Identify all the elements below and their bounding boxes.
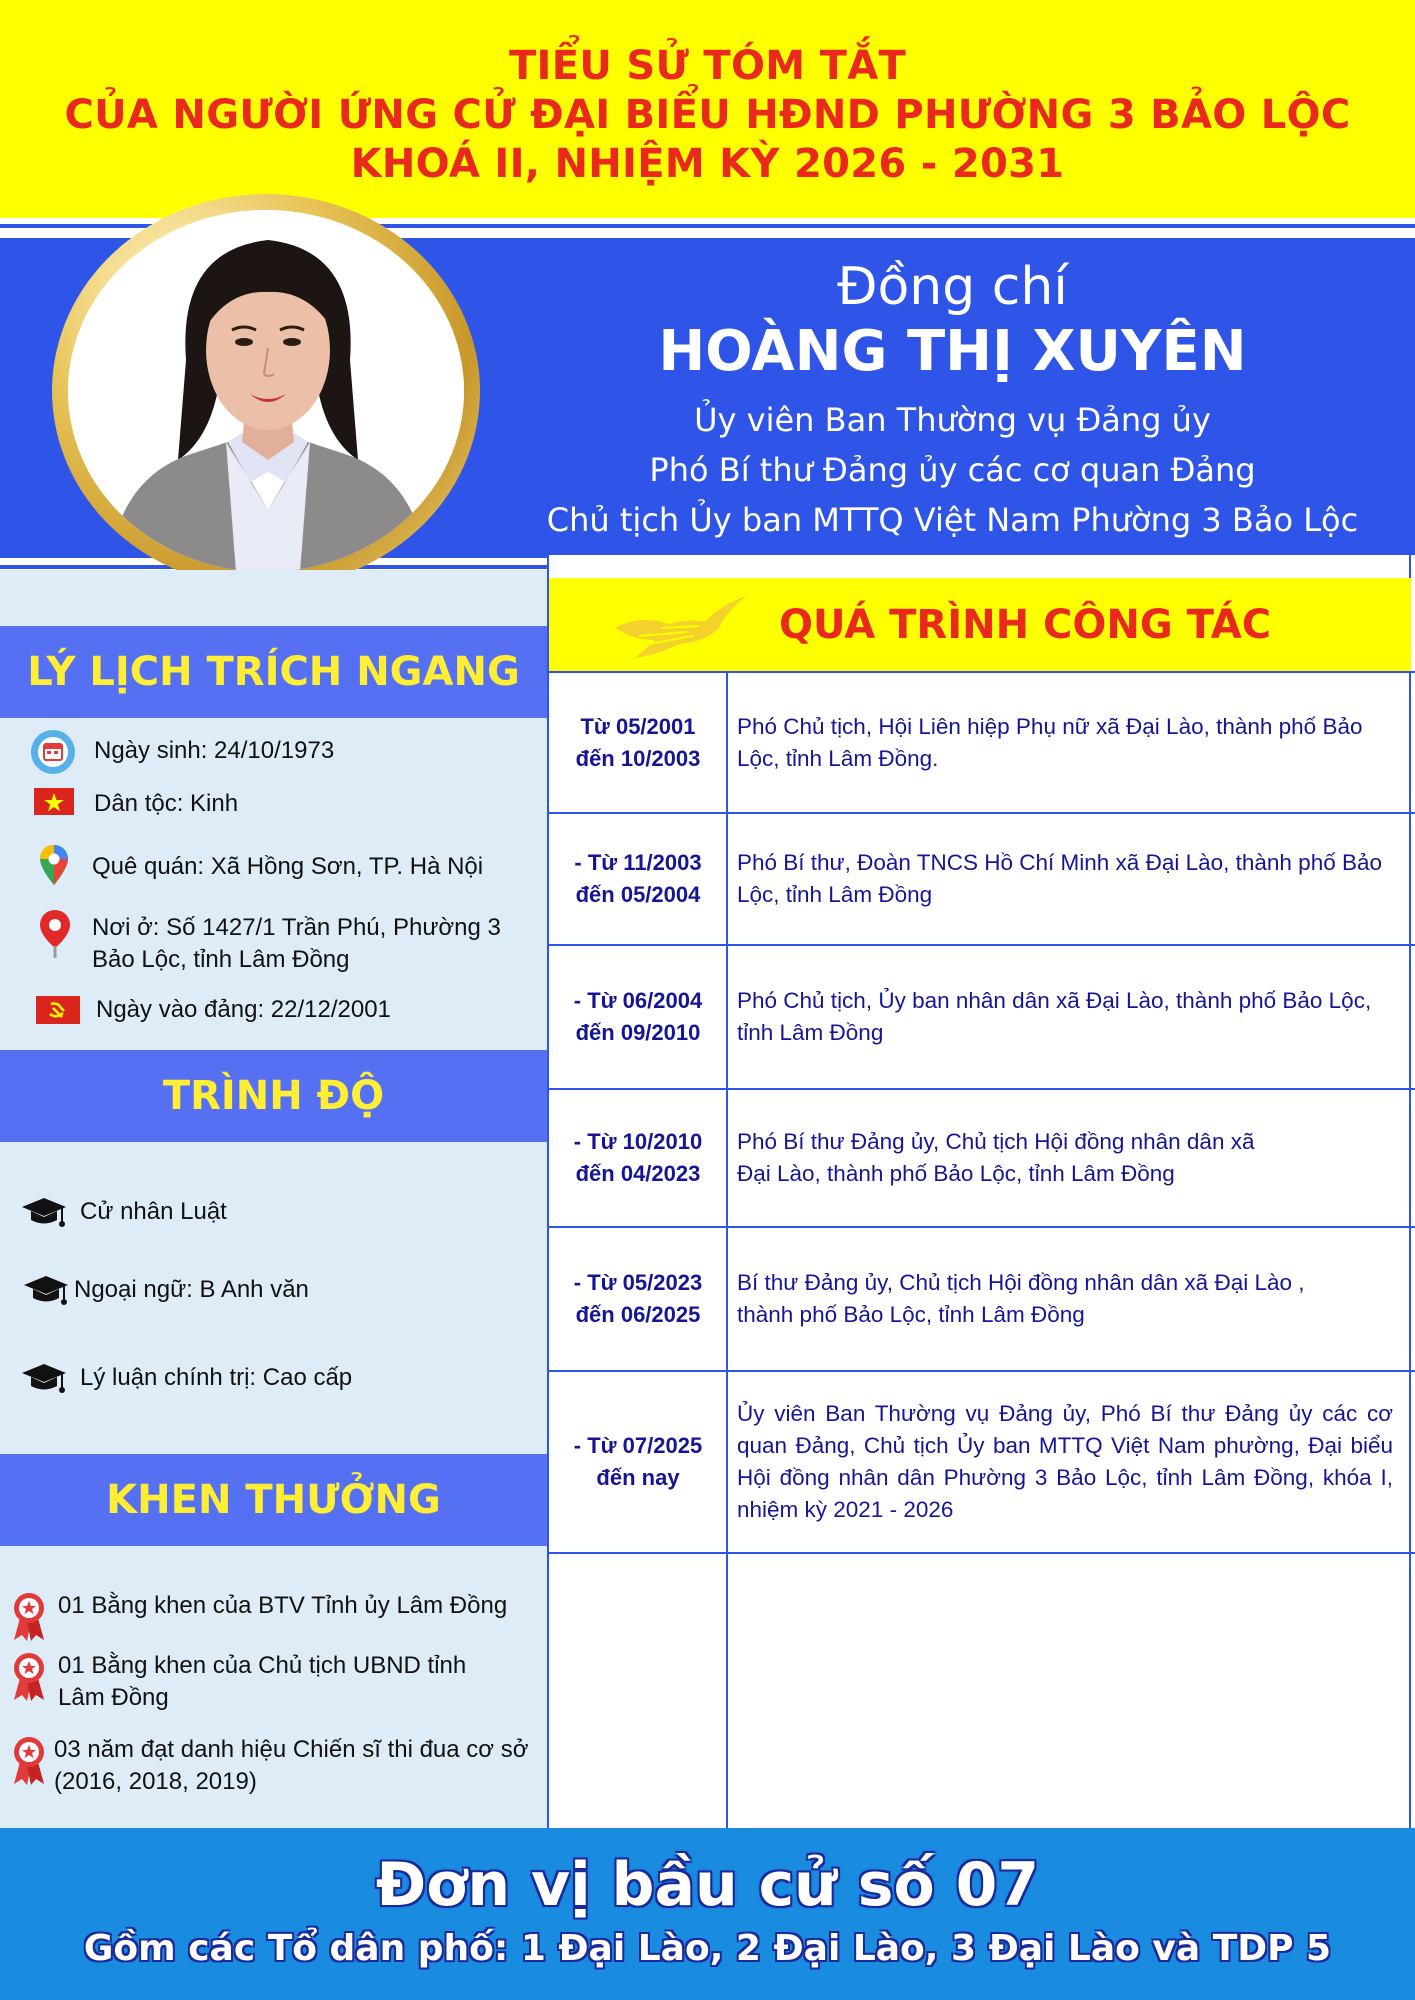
education-item-text: Ngoại ngữ: B Anh văn [74, 1276, 309, 1303]
awards-section-title: KHEN THƯỞNG [0, 1454, 547, 1546]
career-row [549, 814, 1411, 944]
bio-item-text: Nơi ở: Số 1427/1 Trần Phú, Phường 3 Bảo Lộc, tỉnh Lâm Đồng [92, 914, 501, 973]
bio-item-residence [38, 908, 518, 976]
career-row-empty [549, 1554, 1411, 1828]
calendar-icon [30, 729, 76, 784]
portrait-frame [52, 194, 480, 588]
candidate-role: Chủ tịch Ủy ban MTTQ Việt Nam Phường 3 Bảo Lộc [546, 501, 1359, 539]
career-row [549, 1090, 1411, 1226]
award-item-text: 01 Bằng khen của Chủ tịch UBND tỉnh Lâm Đồng [58, 1652, 467, 1711]
vietnam-flag-icon [34, 788, 74, 824]
party-flag-icon [36, 996, 80, 1033]
career-description: Ủy viên Ban Thường vụ Đảng ủy, Phó Bí thư Đảng ủy các cơ quan Đảng, Chủ tịch Ủy ban MTTQ Việt Nam phường, Đại biểu Hội đồng nhân dân Phường 3 Bảo Lộc, tỉnh Lâm Đồng, khóa I, nhiệm kỳ 2021 - 2026 [737, 1401, 1393, 1522]
medal-icon [12, 1590, 46, 1651]
header-title-line-2: CỦA NGƯỜI ỨNG CỬ ĐẠI BIỂU HĐND PHƯỜNG 3 BẢO LỘC [64, 92, 1351, 138]
career-description-cell [727, 1228, 1411, 1370]
medal-icon [12, 1650, 46, 1711]
career-period [549, 1554, 727, 1828]
period-end: đến 09/2010 [575, 1020, 701, 1045]
document-header [0, 0, 1415, 218]
career-description-cell [727, 814, 1411, 944]
bio-item-text: Dân tộc: Kinh [94, 790, 239, 817]
bio-section-title: LÝ LỊCH TRÍCH NGANG [0, 626, 547, 718]
bio-item-text: Quê quán: Xã Hồng Sơn, TP. Hà Nội [92, 853, 484, 880]
period-start: - Từ 07/2025 [573, 1433, 703, 1458]
candidate-salutation: Đồng chí [837, 257, 1068, 317]
medal-icon [12, 1734, 46, 1795]
career-description-cell [727, 1372, 1411, 1552]
career-period [549, 1090, 727, 1226]
period-end: đến nay [596, 1465, 680, 1490]
career-row [549, 1228, 1411, 1370]
education-item-text: Lý luận chính trị: Cao cấp [80, 1364, 353, 1391]
period-end: đến 04/2023 [575, 1161, 701, 1186]
award-item [12, 1650, 492, 1714]
bio-item-party-date [36, 996, 391, 1033]
award-item [12, 1734, 542, 1798]
career-period [549, 1228, 727, 1370]
career-description: Phó Bí thư, Đoàn TNCS Hồ Chí Minh xã Đại Lào, thành phố Bảo Lộc, tỉnh Lâm Đồng [737, 850, 1383, 907]
award-item [12, 1590, 532, 1651]
career-row [549, 673, 1411, 812]
period-start: - Từ 06/2004 [573, 988, 703, 1013]
candidate-role: Ủy viên Ban Thường vụ Đảng ủy [694, 401, 1211, 439]
career-description: Phó Bí thư Đảng ủy, Chủ tịch Hội đồng nhân dân xã Đại Lào, thành phố Bảo Lộc, tỉnh Lâm Đồng [737, 1129, 1255, 1186]
bio-item-ethnicity [34, 788, 238, 824]
graduation-cap-icon [22, 1274, 70, 1317]
constituency-title: Đơn vị bầu cử số 07 [375, 1850, 1040, 1920]
career-section-header [549, 578, 1411, 672]
career-section-title: QUÁ TRÌNH CÔNG TÁC [779, 602, 1272, 648]
header-title-line-3: KHOÁ II, NHIỆM KỲ 2026 - 2031 [350, 141, 1065, 187]
lac-bird-icon [609, 588, 749, 667]
period-start: - Từ 05/2023 [573, 1270, 703, 1295]
career-row [549, 946, 1411, 1088]
career-description: Bí thư Đảng ủy, Chủ tịch Hội đồng nhân dân xã Đại Lào , thành phố Bảo Lộc, tỉnh Lâm Đồng [737, 1270, 1305, 1327]
period-start: Từ 05/2001 [580, 713, 696, 739]
bio-item-hometown [38, 843, 483, 896]
career-period [549, 673, 727, 812]
constituency-areas: Gồm các Tổ dân phố: 1 Đại Lào, 2 Đại Lào, 3 Đại Lào và TDP 5 [83, 1928, 1332, 1969]
career-description-cell [727, 1090, 1411, 1226]
bio-item-text: Ngày sinh: 24/10/1973 [94, 737, 335, 764]
portrait-photo [68, 210, 464, 572]
award-item-text: 03 năm đạt danh hiệu Chiến sĩ thi đua cơ sở (2016, 2018, 2019) [54, 1736, 529, 1795]
career-period [549, 946, 727, 1088]
career-description-cell [727, 1554, 1411, 1828]
location-pin-icon [38, 908, 72, 969]
bio-item-birthdate [30, 729, 334, 784]
career-description: Phó Chủ tịch, Ủy ban nhân dân xã Đại Lào, thành phố Bảo Lộc, tỉnh Lâm Đồng [737, 988, 1372, 1045]
map-pin-icon [38, 843, 70, 896]
graduation-cap-icon [20, 1196, 68, 1239]
career-row [549, 1372, 1411, 1552]
period-end: đến 05/2004 [575, 882, 701, 907]
graduation-cap-icon [20, 1362, 68, 1405]
education-item [20, 1196, 227, 1239]
header-title-line-1: TIỂU SỬ TÓM TẮT [508, 43, 907, 89]
candidate-profile [500, 255, 1405, 545]
career-description: Phó Chủ tịch, Hội Liên hiệp Phụ nữ xã Đại Lào, thành phố Bảo Lộc, tỉnh Lâm Đồng. [737, 713, 1363, 771]
period-end: đến 06/2025 [575, 1302, 701, 1327]
candidate-name: HOÀNG THỊ XUYÊN [658, 319, 1247, 384]
candidate-role: Phó Bí thư Đảng ủy các cơ quan Đảng [649, 451, 1256, 489]
constituency-footer [0, 1828, 1415, 2000]
award-item-text: 01 Bằng khen của BTV Tỉnh ủy Lâm Đồng [58, 1592, 508, 1619]
career-period [549, 1372, 727, 1552]
education-item [22, 1274, 309, 1317]
career-description-cell [727, 946, 1411, 1088]
education-section-title: TRÌNH ĐỘ [0, 1050, 547, 1142]
period-start: - Từ 10/2010 [573, 1129, 703, 1154]
period-start: - Từ 11/2003 [574, 850, 702, 875]
period-end: đến 10/2003 [575, 745, 701, 771]
bio-item-text: Ngày vào đảng: 22/12/2001 [96, 996, 391, 1023]
career-period [549, 814, 727, 944]
education-item [20, 1362, 352, 1405]
career-description-cell [727, 673, 1411, 812]
education-item-text: Cử nhân Luật [80, 1198, 227, 1225]
